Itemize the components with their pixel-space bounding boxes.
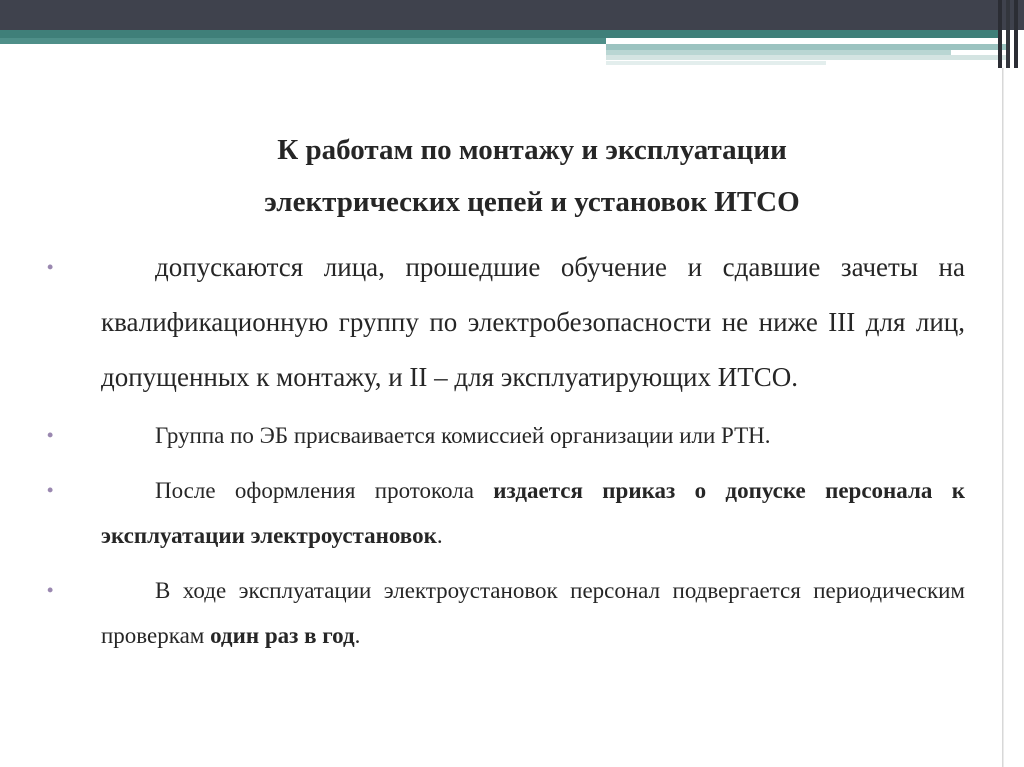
bullet-glyph: •: [47, 425, 54, 445]
bullet-item-3-end: .: [436, 523, 443, 548]
bullet-item-4-end: .: [354, 623, 361, 648]
bullet-list: [47, 240, 965, 658]
bullet-item-4: [47, 568, 965, 658]
corner-rail-2: [1006, 0, 1010, 68]
header-stripe-3: [606, 55, 1006, 60]
bullet-item-4-emphasis: один раз в год: [210, 623, 355, 648]
header-stripe-4: [606, 61, 826, 65]
bullet-item-1-text: допускаются лица, прошедшие обучение и сдавшие зачеты на квалификационную группу по электробезопасности не ниже III для лиц, допущенных к монтажу, и II – для эксплуатирующих ИТСО.: [101, 252, 965, 392]
bullet-item-2: [47, 413, 965, 458]
bullet-item-4-text: В ходе эксплуатации электроустановок персонал подвергается периодическим проверкам: [101, 578, 965, 648]
corner-rail-1: [998, 0, 1002, 68]
bullet-item-3: [47, 468, 965, 558]
bullet-item-3-emphasis: издается приказ о допуске персонала к эксплуатации электроустановок: [101, 478, 965, 548]
bullet-item-1: [47, 240, 965, 405]
right-edge-shadow: [1002, 68, 1004, 767]
bullet-item-3-text: После оформления протокола: [155, 478, 494, 503]
slide-title: [100, 124, 964, 228]
bullet-glyph: •: [47, 480, 54, 500]
header-band-teal: [0, 30, 1000, 38]
bullet-glyph: •: [47, 580, 54, 600]
slide-title-line-1: К работам по монтажу и эксплуатации: [277, 134, 787, 166]
header-band-dark: [0, 0, 1024, 30]
header-band-teal-lower: [0, 38, 606, 44]
slide-title-line-2: электрических цепей и установок ИТСО: [264, 186, 800, 218]
corner-rail-3: [1014, 0, 1018, 68]
bullet-glyph: •: [47, 257, 54, 277]
bullet-item-2-text: Группа по ЭБ присваивается комиссией организации или РТН.: [155, 423, 771, 448]
